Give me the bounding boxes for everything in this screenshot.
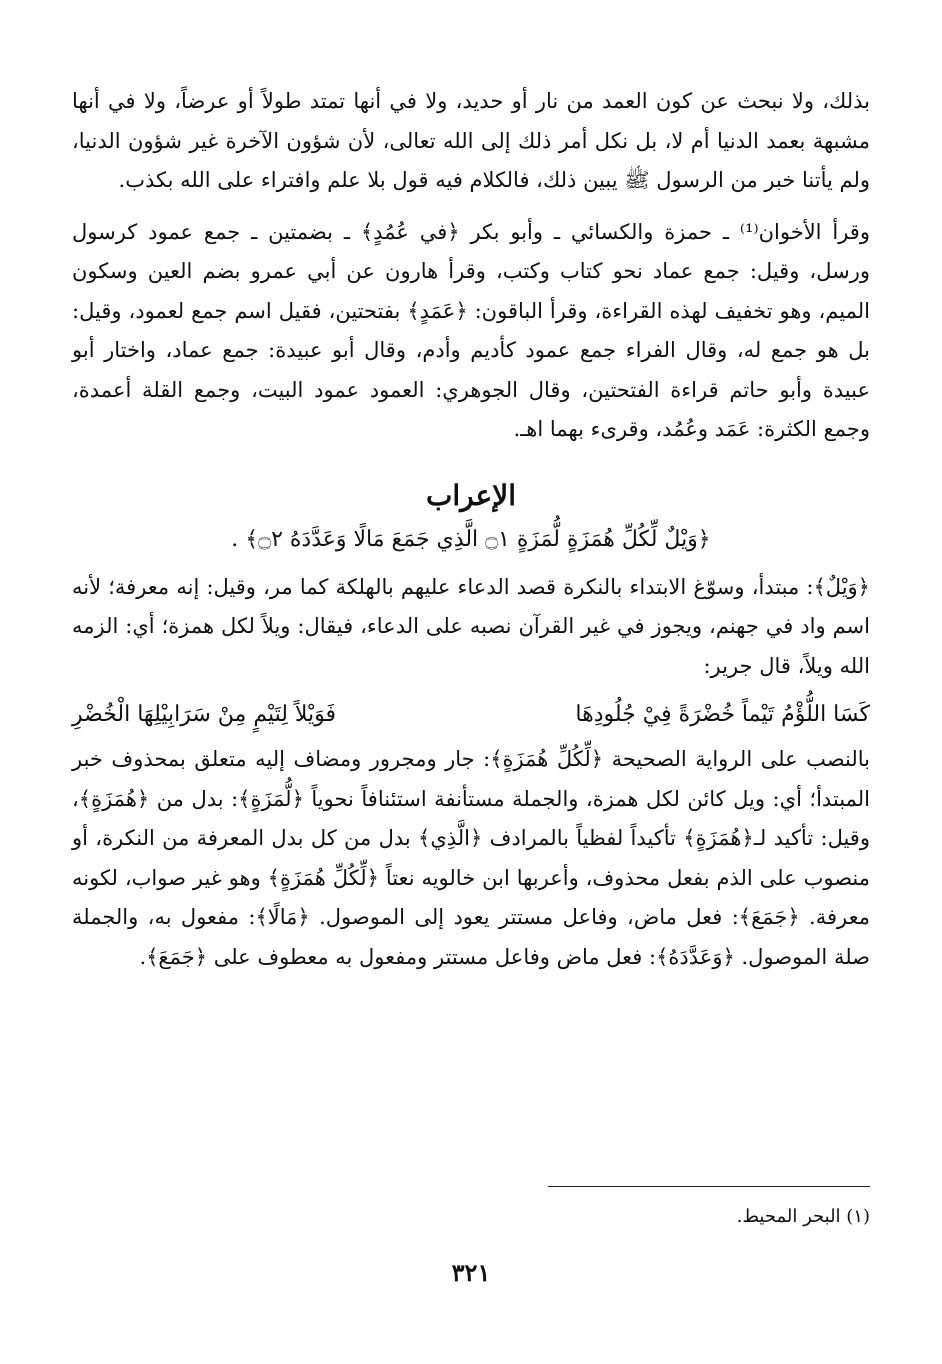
footnote-divider — [548, 1186, 870, 1187]
poem-hemistich-first: كَسَا اللُّؤْمُ تَيْماً خُضْرَةً فِيْ جُلُودِهَا — [575, 702, 870, 727]
quran-verse: ﴿وَيْلٌ لِّكُلِّ هُمَزَةٍ لُّمَزَةٍ ۝١ الَّذِي جَمَعَ مَالًا وَعَدَّدَهُ ۝٢﴾ . — [231, 526, 711, 552]
page-number: ٣٢١ — [451, 1258, 491, 1287]
poem-line — [72, 694, 870, 736]
footnote: (١) البحر المحيط. — [736, 1206, 870, 1227]
paragraph-3: ﴿وَيْلٌ﴾: مبتدأ، وسوّغ الابتداء بالنكرة قصد الدعاء عليهم بالهلكة كما مر، وقيل: إنه معرفة؛ لأنه اسم واد في جهنم، ويجوز في غير القرآن نصبه على الدعاء، فيقال: ويلاً لكل همزة؛ أي: الزمه الله ويلاً، قال جرير: — [72, 574, 870, 678]
paragraph-4: بالنصب على الرواية الصحيحة ﴿لِّكُلِّ هُمَزَةٍ﴾: جار ومجرور ومضاف إليه متعلق بمحذوف خبر المبتدأ؛ أي: ويل كائن لكل همزة، والجملة مستأنفة استئنافاً نحوياً ﴿لُّمَزَةٍ﴾: بدل من ﴿هُمَزَةٍ﴾، وقيل: تأكيد لـ﴿هُمَزَةٍ﴾ تأكيداً لفظياً بالمرادف ﴿الَّذِي﴾ بدل من كل بدل المعرفة من النكرة، أو منصوب على الذم بفعل محذوف، وأعربها ابن خالويه نعتاً ﴿لِّكُلِّ هُمَزَةٍ﴾ وهو غير صواب، لكونه معرفة. ﴿جَمَعَ﴾: فعل ماض، وفاعل مستتر يعود إلى الموصول. ﴿مَالًا﴾: مفعول به، والجملة صلة الموصول. ﴿وَعَدَّدَهُ﴾: فعل ماض وفاعل مستتر ومفعول به معطوف على ﴿جَمَعَ﴾. — [72, 747, 870, 969]
poem-hemistich-second: فَوَيْلاً لِتَيْمٍ مِنْ سَرَابِيْلِهَا الْخُضْرِ — [72, 702, 337, 727]
section-heading: الإعراب — [425, 478, 517, 512]
paragraph-2: وقرأ الأخوان⁽¹⁾ ـ حمزة والكسائي ـ وأبو بكر ﴿في عُمُدٍ﴾ ـ بضمتين ـ جمع عمود كرسول ورسل، وقيل: جمع عماد نحو كتاب وكتب، وقرأ هارون عن أبي عمرو بضم العين وسكون الميم، وهو تخفيف لهذه القراءة، وقرأ الباقون: ﴿عَمَدٍ﴾ بفتحتين، فقيل اسم جمع لعمود، وقيل: بل هو جمع له، وقال الفراء جمع عمود كأديم وأدم، وقال أبو عبيدة: جمع عماد، واختار أبو عبيدة وأبو حاتم قراءة الفتحتين، وقال الجوهري: العمود عمود البيت، وجمع القلة أعمدة، وجمع الكثرة: عَمَد وعُمُد، وقرىء بهما اهـ. — [72, 219, 870, 441]
paragraph-1: بذلك، ولا نبحث عن كون العمد من نار أو حديد، ولا في أنها تمتد طولاً أو عرضاً، ولا في أنها مشبهة بعمد الدنيا أم لا، بل نكل أمر ذلك إلى الله تعالى، لأن شؤون الآخرة غير شؤون الدنيا، ولم يأتنا خبر من الرسول ﷺ يبين ذلك، فالكلام فيه قول بلا علم وافتراء على الله بكذب. — [72, 89, 870, 192]
